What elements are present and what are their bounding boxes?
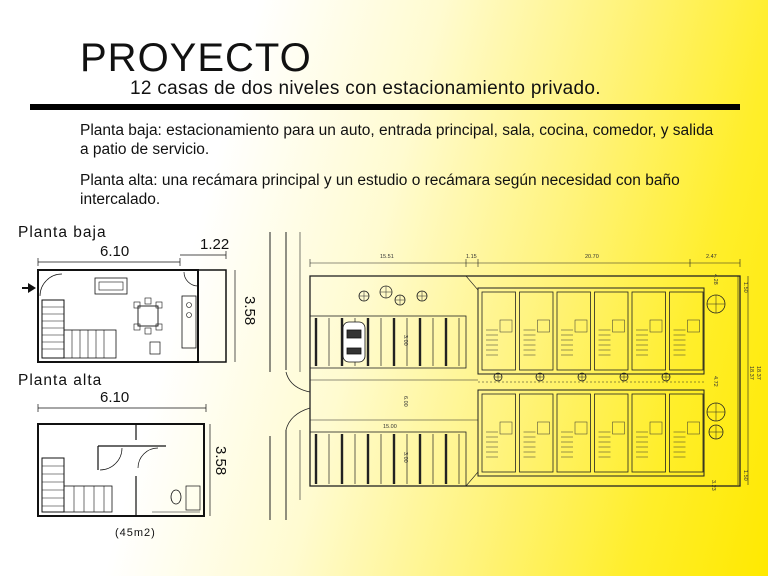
- tree-icon: [417, 291, 427, 301]
- site-dim-1500: 15.00: [383, 424, 397, 430]
- site-dim-150-lower: 1.50: [742, 470, 748, 481]
- planta-baja-patio-dim: 1.22: [200, 236, 230, 253]
- tree-icon: [536, 373, 544, 381]
- house-unit: [482, 394, 516, 472]
- house-unit: [520, 394, 554, 472]
- house-unit: [632, 292, 666, 370]
- house-unit: [520, 292, 554, 370]
- tree-icon: [359, 291, 369, 301]
- planta-alta-floor-plan: [38, 404, 210, 516]
- tree-icon: [620, 373, 628, 381]
- tree-icon: [578, 373, 586, 381]
- tree-icon: [709, 425, 723, 439]
- planta-alta-width-dim: 6.10: [100, 389, 130, 406]
- parking-stripes: [316, 318, 459, 484]
- room-fixture: [650, 422, 662, 434]
- tree-icon: [707, 403, 725, 421]
- tree-icon: [707, 295, 725, 313]
- house-unit: [632, 394, 666, 472]
- car-icon: [343, 322, 365, 362]
- site-dim-600: 6.00: [402, 396, 408, 407]
- planta-baja-width-dim: 6.10: [100, 243, 130, 260]
- site-dim-1837-b: 18.37: [755, 366, 761, 380]
- house-unit: [557, 394, 591, 472]
- house-unit: [482, 292, 516, 370]
- site-dim-150-upper: 1.50: [742, 282, 748, 293]
- trees: [359, 286, 725, 439]
- house-unit: [670, 292, 704, 370]
- planta-baja-floor-plan: [38, 251, 235, 362]
- house-unit: [595, 394, 629, 472]
- room-fixture: [688, 320, 700, 332]
- room-fixture: [575, 320, 587, 332]
- room-fixture: [613, 320, 625, 332]
- room-fixture: [650, 320, 662, 332]
- room-fixture: [500, 422, 512, 434]
- room-fixture: [575, 422, 587, 434]
- tree-icon: [395, 295, 405, 305]
- site-dim-2070: 20.70: [585, 254, 599, 260]
- planta-alta-description: Planta alta: una recámara principal y un estudio o recámara según necesidad con baño intercalado.: [80, 172, 680, 208]
- planta-alta-label: Planta alta: [18, 372, 103, 389]
- tree-icon: [494, 373, 502, 381]
- planta-baja-depth-dim: 3.58: [241, 296, 258, 326]
- planta-alta-area: (45m2): [115, 527, 156, 539]
- site-dim-300-lower: 3.00: [402, 452, 408, 463]
- house-unit: [557, 292, 591, 370]
- tree-icon: [662, 373, 670, 381]
- site-dim-1551: 15.51: [380, 254, 394, 260]
- site-dim-472: 4.72: [712, 376, 718, 387]
- site-dim-428: 4.28: [712, 274, 718, 285]
- planta-alta-depth-dim: 3.58: [212, 446, 229, 476]
- room-fixture: [613, 422, 625, 434]
- room-fixture: [538, 422, 550, 434]
- room-fixture: [688, 422, 700, 434]
- planta-baja-label: Planta baja: [18, 224, 107, 241]
- site-dim-247: 2.47: [706, 254, 717, 260]
- house-unit: [595, 292, 629, 370]
- room-fixture: [500, 320, 512, 332]
- tree-icon: [380, 286, 392, 298]
- house-unit: [670, 394, 704, 472]
- site-dim-115: 1.15: [466, 254, 477, 260]
- page-title: PROYECTO: [80, 36, 312, 80]
- room-fixture: [538, 320, 550, 332]
- site-dim-1837-a: 18.37: [748, 366, 754, 380]
- planta-baja-description: Planta baja: estacionamiento para un auto, entrada principal, sala, cocina, comedor, y salida a patio de servicio.: [80, 122, 714, 158]
- page-subtitle: 12 casas de dos niveles con estacionamiento privado.: [130, 78, 601, 99]
- site-dim-323: 3.23: [710, 480, 716, 491]
- site-dim-300-upper: 3.00: [402, 335, 408, 346]
